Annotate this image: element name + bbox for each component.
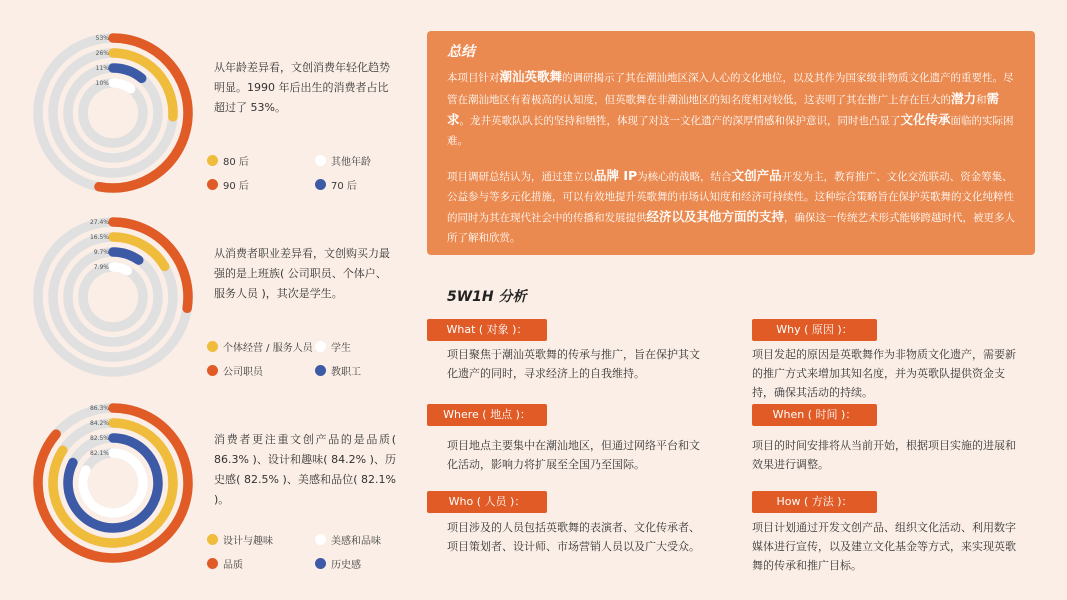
paragraph-text: 本项目针对 bbox=[447, 72, 500, 84]
legend-swatch bbox=[315, 365, 326, 376]
ring-value-label: 11% bbox=[95, 65, 109, 73]
ring-value-label: 26% bbox=[95, 50, 109, 58]
what-text: 项目聚焦于潮汕英歌舞的传承与推广，旨在保护其文化遗产的同时，寻求经济上的自我维持。 bbox=[447, 348, 700, 380]
legend-item bbox=[315, 339, 351, 354]
where-text: 项目地点主要集中在潮汕地区，但通过网络平台和文化活动，影响力将扩展至全国乃至国际。 bbox=[447, 439, 700, 471]
highlight-text: 需求 bbox=[447, 90, 1000, 127]
legend-label: 其他年龄 bbox=[331, 157, 371, 168]
legend-swatch bbox=[207, 558, 218, 569]
legend-item bbox=[315, 177, 357, 192]
ring-value-label: 53% bbox=[95, 35, 109, 43]
legend-item bbox=[315, 363, 361, 378]
ring-value-label: 86.3% bbox=[89, 405, 109, 413]
when-text: 项目的时间安排将从当前开始，根据项目实施的进展和效果进行调整。 bbox=[752, 439, 1016, 471]
5w1h-title: 5W1H 分析 bbox=[447, 289, 527, 305]
legend-swatch bbox=[315, 179, 326, 190]
legend-label: 品质 bbox=[223, 560, 243, 571]
legend-label: 学生 bbox=[331, 343, 351, 354]
ring-value-label: 82.1% bbox=[89, 450, 109, 458]
paragraph-text: 项目调研总结认为，通过建立以 bbox=[447, 171, 594, 183]
legend-swatch bbox=[315, 341, 326, 352]
ring-value-label: 7.9% bbox=[93, 264, 109, 272]
summary-paragraph-2 bbox=[447, 166, 1017, 248]
ring-value-label: 16.5% bbox=[89, 234, 109, 242]
age-description: 从年龄差异看，文创消费年轻化趋势明显。1990 年后出生的消费者占比超过了 53%。 bbox=[214, 61, 390, 114]
highlight-text: 文创产品 bbox=[731, 168, 782, 183]
legend-item bbox=[315, 153, 371, 168]
legend-swatch bbox=[207, 179, 218, 190]
legend-swatch bbox=[315, 534, 326, 545]
ring-bar bbox=[113, 252, 139, 260]
legend-label: 80 后 bbox=[223, 157, 249, 168]
legend-label: 设计与趣味 bbox=[223, 536, 273, 547]
highlight-text: 品牌 IP bbox=[594, 168, 638, 183]
ring-value-label: 27.4% bbox=[89, 219, 109, 227]
ring-bar bbox=[113, 68, 142, 78]
paragraph-text: ，确保这一传统艺术形式能够跨越时代，被更多人所了解和欣赏。 bbox=[447, 212, 1016, 244]
preference-description: 消费者更注重文创产品的是品质( 86.3% )、设计和趣味( 84.2% )、历史感( 82.5% )、美感和品位( 82.1% )。 bbox=[214, 433, 396, 506]
paragraph-text: 和 bbox=[976, 93, 987, 106]
how-tag: How ( 方法 )： bbox=[752, 491, 877, 513]
paragraph-text: 为核心的战略，结合 bbox=[637, 171, 732, 183]
legend-item bbox=[207, 556, 243, 571]
who-text: 项目涉及的人员包括英歌舞的表演者、文化传承者、项目策划者、设计师、市场营销人员以及广大受众。 bbox=[447, 521, 700, 553]
ring-value-label: 84.2% bbox=[89, 420, 109, 428]
why-text: 项目发起的原因是英歌舞作为非物质文化遗产，需要新的推广方式来增加其知名度，并为英歌队提供资金支持，确保其活动的持续。 bbox=[752, 348, 1016, 399]
ring-bar bbox=[113, 83, 131, 89]
ring-bar bbox=[113, 267, 127, 271]
where-tag: Where ( 地点 )： bbox=[427, 404, 547, 426]
legend-item bbox=[207, 532, 273, 547]
legend-label: 个体经营 / 服务人员 bbox=[223, 343, 313, 354]
occupation-radial-chart bbox=[28, 212, 198, 382]
legend-label: 美感和品味 bbox=[331, 536, 381, 547]
ring-track bbox=[83, 267, 143, 327]
legend-label: 公司职员 bbox=[223, 367, 263, 378]
legend-item bbox=[207, 363, 263, 378]
summary-title: 总结 bbox=[447, 44, 475, 60]
legend-swatch bbox=[315, 558, 326, 569]
legend-item bbox=[207, 177, 249, 192]
ring-value-label: 82.5% bbox=[89, 435, 109, 443]
legend-swatch bbox=[207, 534, 218, 545]
legend-label: 90 后 bbox=[223, 181, 249, 192]
highlight-text: 文化传承 bbox=[900, 112, 951, 127]
legend-swatch bbox=[207, 155, 218, 166]
legend-item bbox=[207, 339, 313, 354]
why-tag: Why ( 原因 )： bbox=[752, 319, 877, 341]
legend-label: 70 后 bbox=[331, 181, 357, 192]
legend-item bbox=[207, 153, 249, 168]
summary-paragraph-1 bbox=[447, 67, 1017, 151]
how-text: 项目计划通过开发文创产品、组织文化活动、利用数字媒体进行宣传，以及建立文化基金等方式，来实现英歌舞的传承和推广目标。 bbox=[752, 521, 1016, 572]
paragraph-text: 。龙井英歌队队长的坚持和牺牲，体现了对这一文化遗产的深厚情感和保护意识，同时也凸显了 bbox=[459, 115, 901, 127]
who-tag: Who ( 人员 )： bbox=[427, 491, 547, 513]
occupation-description: 从消费者职业差异看，文创购买力最强的是上班族( 公司职员、个体户、服务人员 )，其次是学生。 bbox=[214, 247, 390, 300]
legend-swatch bbox=[315, 155, 326, 166]
highlight-text: 潮汕英歌舞 bbox=[499, 69, 563, 84]
age-radial-chart bbox=[28, 28, 198, 198]
when-tag: When ( 时间 )： bbox=[752, 404, 877, 426]
legend-item bbox=[315, 532, 381, 547]
highlight-text: 潜力 bbox=[951, 90, 977, 106]
ring-value-label: 10% bbox=[95, 80, 109, 88]
preference-radial-chart bbox=[28, 398, 198, 568]
paragraph-text: 的调研揭示了其在潮汕地区深入人心的文化地位，以及其作为国家级非物质文化遗产的重要性。尽管在潮汕地区有着极高的认知度，但英歌舞在非潮汕地区的知名度相对较低，这表明了其在推广上存在巨大的 bbox=[447, 72, 1014, 106]
legend-label: 历史感 bbox=[331, 560, 361, 571]
paragraph-text: 开发为主，教育推广、文化交流联动、资金筹集、公益参与等多元化措施，可以有效地提升英歌舞的市场认知度和经济可持续性。这种综合策略旨在保护英歌舞的文化纯粹性的同时为其在现代社会中的传播和发展提供 bbox=[447, 171, 1014, 224]
legend-swatch bbox=[207, 341, 218, 352]
legend-swatch bbox=[207, 365, 218, 376]
ring-value-label: 9.7% bbox=[93, 249, 109, 257]
paragraph-text: 面临的实际困难。 bbox=[447, 115, 1014, 147]
legend-label: 教职工 bbox=[331, 367, 361, 378]
legend-item bbox=[315, 556, 361, 571]
summary-panel bbox=[427, 31, 1035, 255]
what-tag: What ( 对象 )： bbox=[427, 319, 547, 341]
highlight-text: 经济以及其他方面的支持 bbox=[646, 209, 785, 224]
